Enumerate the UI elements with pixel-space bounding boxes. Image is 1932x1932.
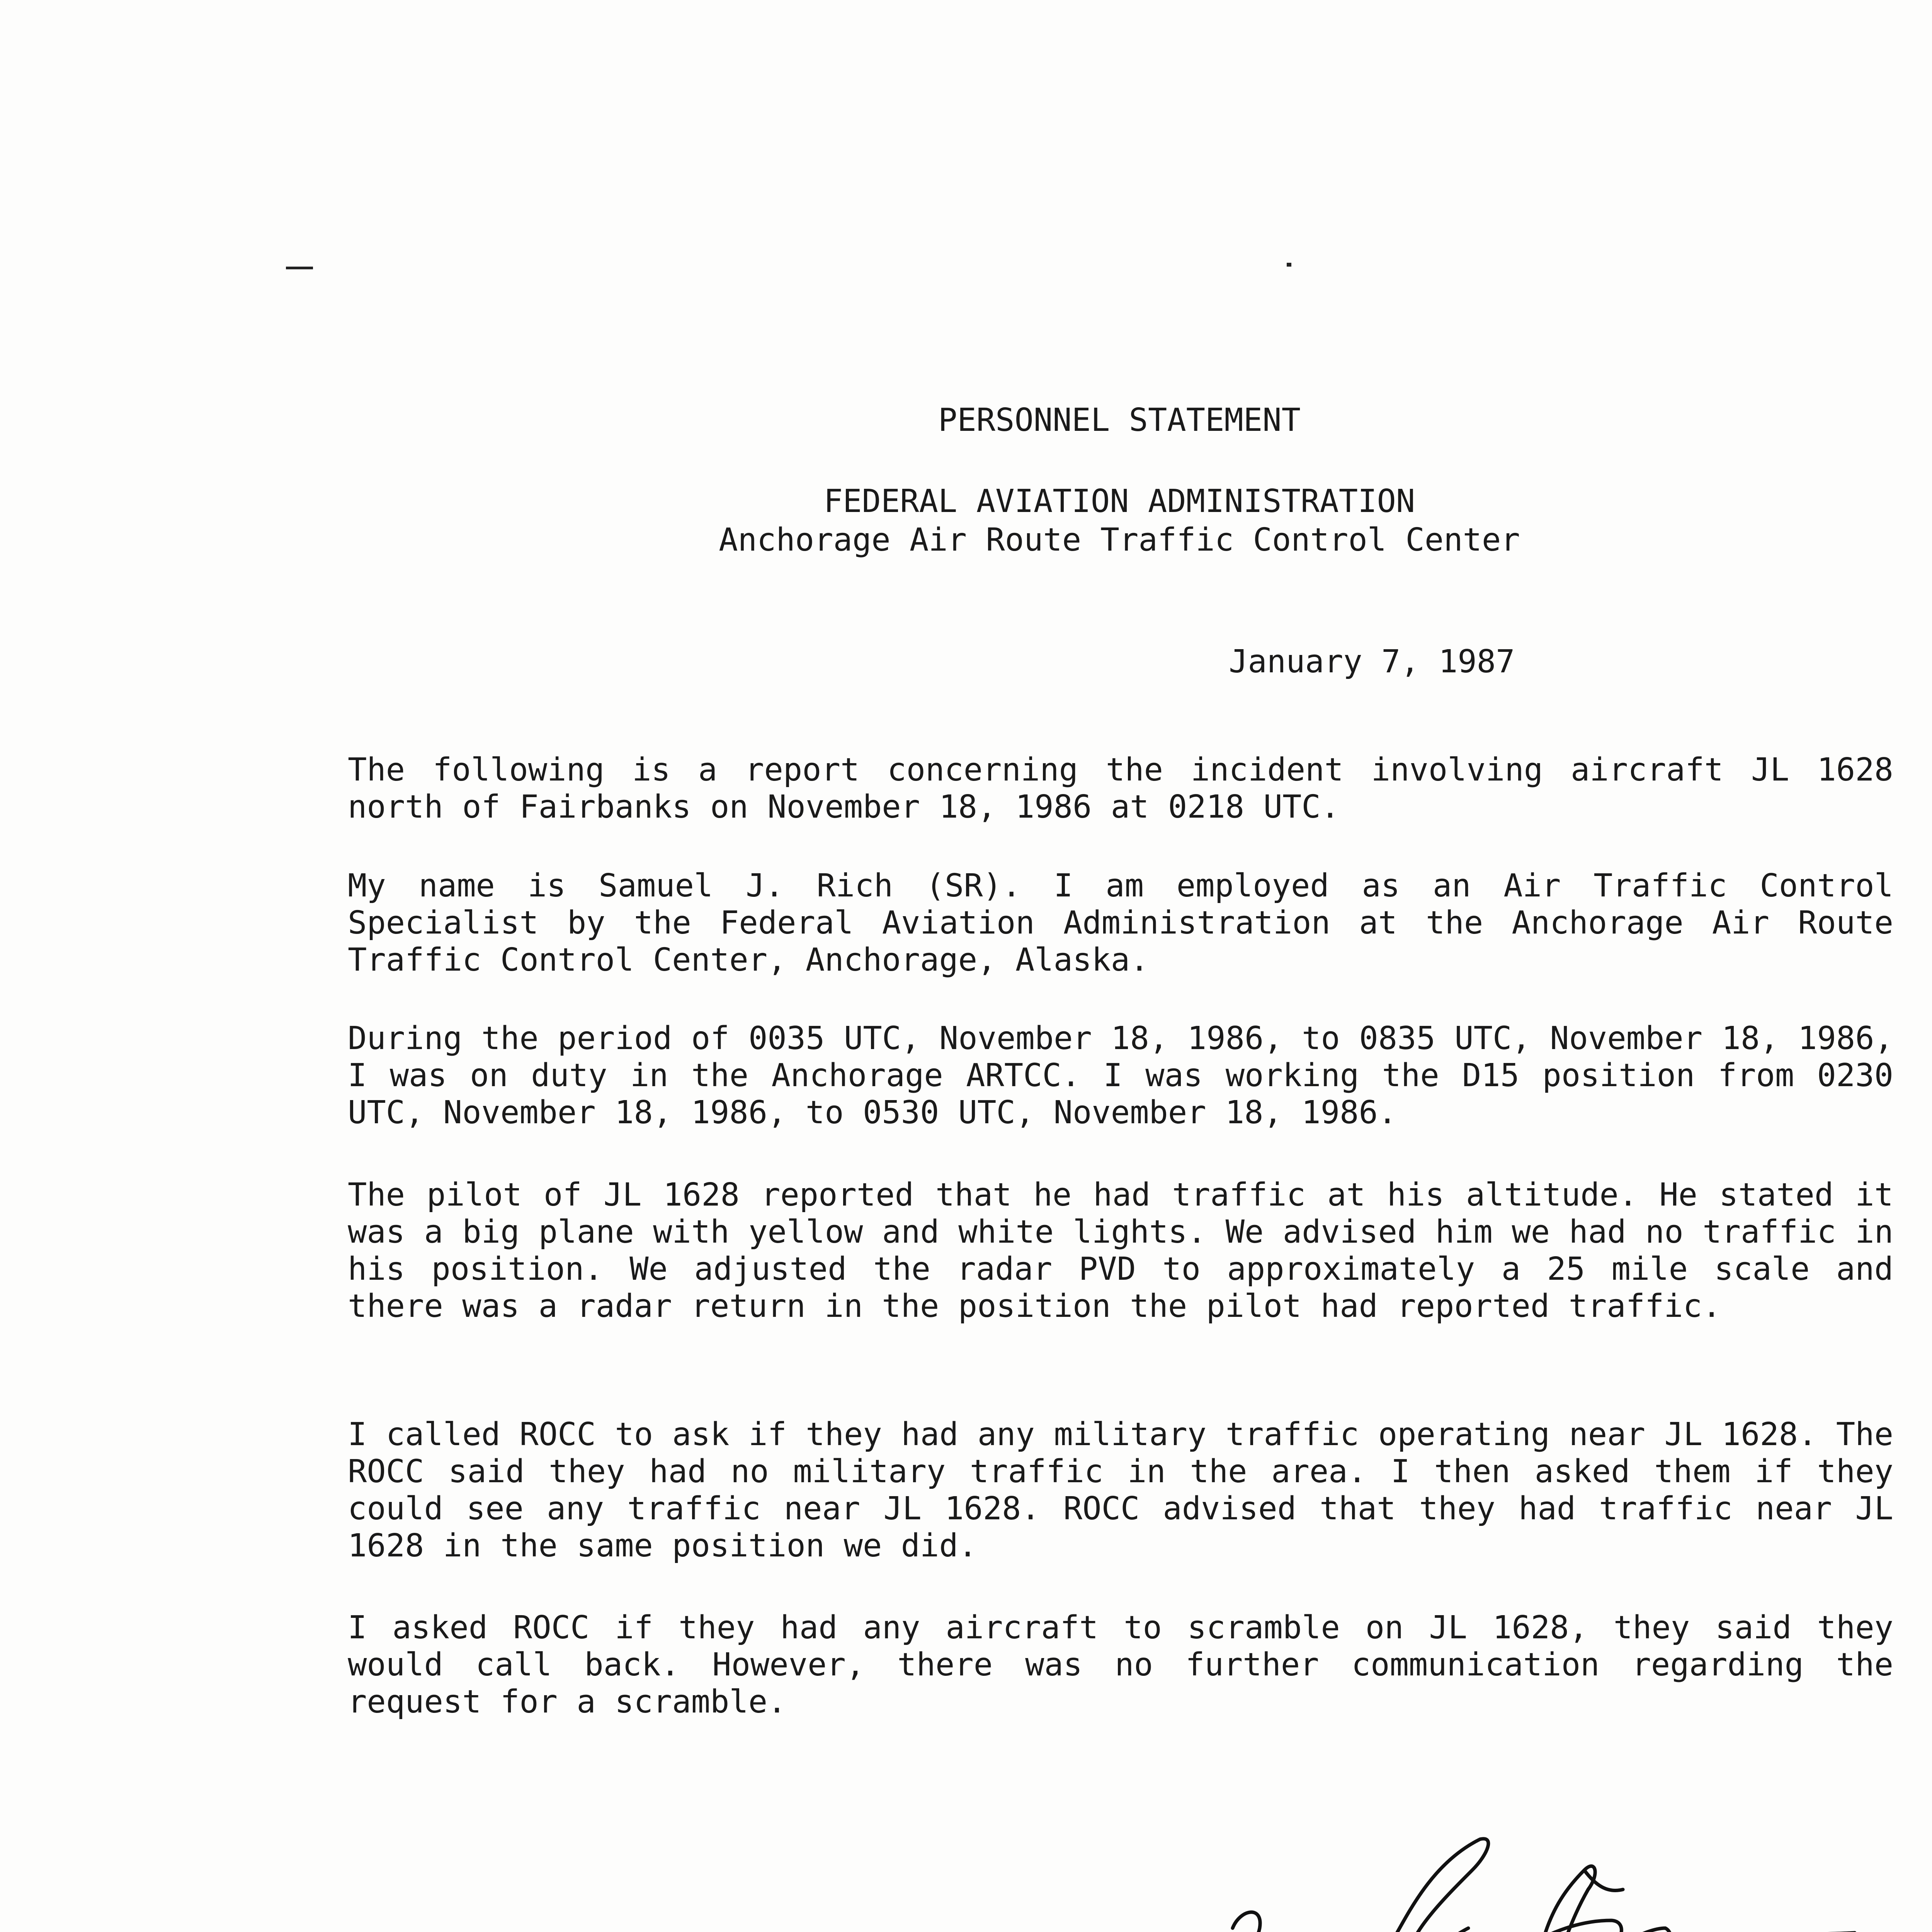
agency-name: FEDERAL AVIATION ADMINISTRATION: [823, 483, 1415, 520]
paragraph-duty-period: During the period of 0035 UTC, November 18, 1986, to 0835 UTC, November 18, 1986, I was on duty in the Anchorage ARTCC. I was working the D15 position from 0230 UTC, November 18, 1986, to 0530 UTC, November 18, 1986.: [348, 1020, 1893, 1131]
paragraph-scramble-request: I asked ROCC if they had any aircraft to scramble on JL 1628, they said they would call back. However, there was no further communication regarding the request for a scramble.: [348, 1609, 1893, 1720]
paragraph-pilot-report: The pilot of JL 1628 reported that he had traffic at his altitude. He stated it was a big plane with yellow and white lights. We advised him we had no traffic in his position. We adjusted the radar PVD to approximately a 25 mile scale and there was a radar return in the position the pilot had reported traffic.: [348, 1177, 1893, 1325]
handwritten-signature: [1140, 1832, 1932, 1932]
paragraph-report-intro: The following is a report concerning the incident involving aircraft JL 1628 north of Fairbanks on November 18, 1986 at 0218 UTC.: [348, 752, 1893, 825]
paragraph-rocc-call: I called ROCC to ask if they had any military traffic operating near JL 1628. The ROCC said they had no military traffic in the area. I then asked them if they could see any traffic near JL 1628. ROCC advised that they had traffic near JL 1628 in the same position we did.: [348, 1416, 1893, 1564]
document-title: PERSONNEL STATEMENT: [938, 402, 1301, 439]
document-date: January 7, 1987: [1229, 643, 1515, 680]
scan-mark: [286, 267, 313, 269]
paragraph-identity: My name is Samuel J. Rich (SR). I am employed as an Air Traffic Control Specialist by the Federal Aviation Administration at the Anchorage Air Route Traffic Control Center, Anchorage, Alaska.: [348, 867, 1893, 978]
facility-name: Anchorage Air Route Traffic Control Center: [719, 522, 1520, 558]
scan-mark: [1287, 263, 1291, 267]
